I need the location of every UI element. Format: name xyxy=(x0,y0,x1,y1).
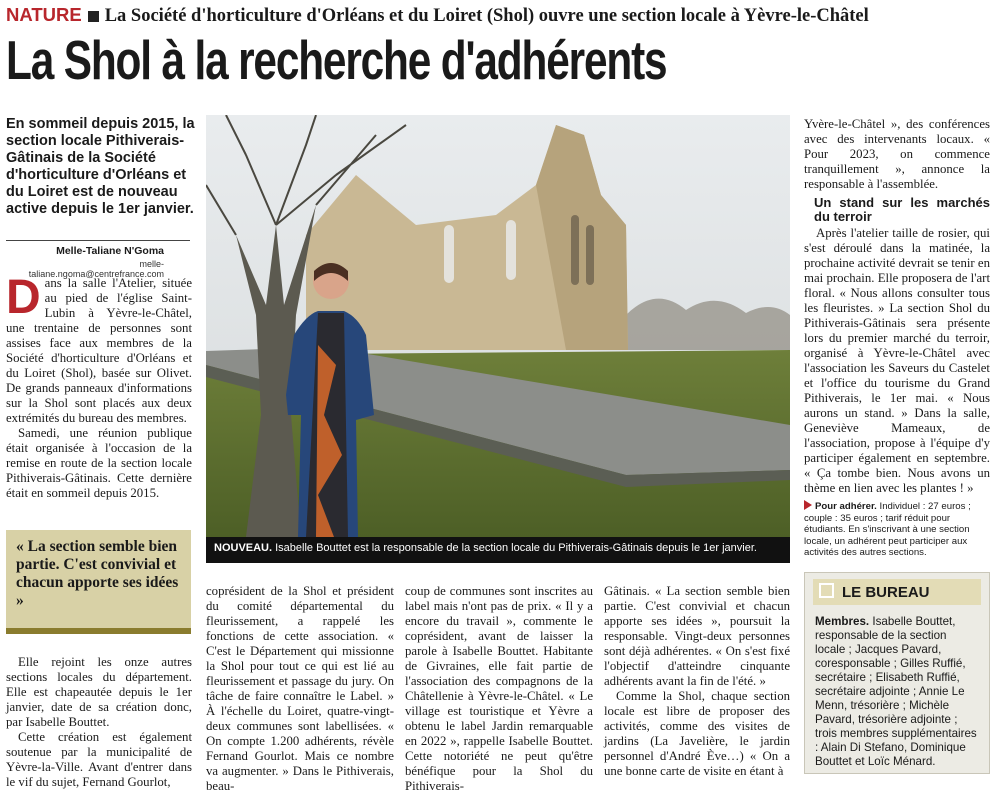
caption-label: NOUVEAU. xyxy=(214,542,273,554)
pull-quote: « La section semble bien partie. C'est convivial et chacun apporte ses idées » xyxy=(6,530,191,634)
byline-divider xyxy=(6,240,190,241)
caption-text: Isabelle Bouttet est la responsable de la section locale du Pithiverais-Gâtinais depuis le 1er janvier. xyxy=(275,542,757,554)
bureau-box xyxy=(804,572,990,774)
column-2 xyxy=(206,584,394,794)
arrow-icon xyxy=(804,500,812,510)
paragraph: Elle rejoint les onze autres sections locales du département. Elle est chapeautée depuis le 1er janvier, date de sa création donc, par Isabelle Bouttet. xyxy=(6,655,192,729)
author-name: Melle-Taliane N'Goma xyxy=(56,245,164,257)
members-list: Isabelle Bouttet, responsable de la section locale ; Jacques Pavard, coresponsable ; Gilles Ruffié, secrétaire ; Elisabeth Ruffié, secrétaire adjointe ; Annie Le Menn, trésorière ; Michèle Pavard, trésorière adjointe ; trois membres supplémentaires : Alain Di Stefano, Dominique Bouttet et Loïc Ménard. xyxy=(815,615,977,768)
square-outline-icon xyxy=(819,583,834,598)
paragraph: Gâtinais. « La section semble bien partie. C'est convivial et chacun apporte ses idées », poursuit la responsable. Vingt-deux personnes sont déjà adhérentes. « On s'est fixé l'objectif d'atteindre cinquante adhérents avant la fin de l'été. » xyxy=(604,584,790,688)
column-4 xyxy=(604,584,790,779)
chapo: En sommeil depuis 2015, la section locale Pithiverais-Gâtinais de la Société d'horticulture d'Orléans et du Loiret est de nouveau active depuis le 1er janvier. xyxy=(6,116,195,217)
paragraph: Après l'atelier taille de rosier, qui s'est déroulé dans la matinée, la prochaine activité devrait se tenir en mai prochain. Elle proposera de l'art floral. « Nous allons consulter tous les fleuristes. » La section Shol du Pithiverais-Gâtinais sera présente lors du premier marché du terroir, organisé à Yèvre-le-Châtel avec l'association les Saveurs du Castelet et l'office du tourisme du Grand Pithiverais, le 1er mai. « Nous aurons un stand. » Dans la salle, Geneviève Mameaux, de l'association, propose à l'équipe d'y participer également en septembre. « Ça tombe bien. Nous avons un thème en lien avec les plantes ! » xyxy=(804,226,990,495)
paragraph-intro: Dans la salle l'Atelier, située au pied de l'église Saint-Lubin à Yèvre-le-Châtel, une trentaine de personnes sont assises face aux membres de la Société d'horticulture d'Orléans et du Loiret (Shol), basée sur Olivet. De grands panneaux d'informations sur la Shol sont placés aux deux extrémités du bureau des membres. xyxy=(6,271,192,425)
author-email[interactable]: melle-taliane.ngoma@centrefrance.com xyxy=(28,259,164,279)
photo-caption xyxy=(206,537,790,563)
section-subhead: Un stand sur les marchés du terroir xyxy=(814,195,990,224)
paragraph: Yvère-le-Châtel », des conférences avec des intervenants locaux. « Pour 2023, on commence tranquillement », annonce la responsable à l'assemblée. xyxy=(804,117,990,191)
paragraph: Cette création est également soutenue par la municipalité de Yèvre-la-Ville. Avant d'entrer dans le vif du sujet, Fernand Gourlot, xyxy=(6,730,192,789)
rubric-label: NATURE xyxy=(6,4,82,25)
column-5 xyxy=(804,117,990,496)
drop-cap: D xyxy=(6,271,41,324)
kicker xyxy=(6,4,869,27)
headline: La Shol à la recherche d'adhérents xyxy=(6,29,667,91)
bureau-title: LE BUREAU xyxy=(813,579,981,605)
paragraph: coprésident de la Shol et président du comité départemental du fleurissement, a rappelé les fonctions de cette association. « C'est le Département qui missionne la Shol pour tout ce qui est lié au fleurissement et passage du jury. On tâche de faire connaître le Label. » À l'échelle du Loiret, quatre-vingt-deux communes sont labellisées. « On compte 1.200 adhérents, révèle Fernand Gourlot. Mais ce nombre va augmenter. » Dans le Pithiverais, beau- xyxy=(206,584,394,793)
bureau-members xyxy=(805,611,989,773)
column-1-top xyxy=(6,271,192,501)
membership-label: Pour adhérer. xyxy=(815,501,877,512)
kicker-text: La Société d'horticulture d'Orléans et du Loiret (Shol) ouvre une section locale à Yèvre-le-Châtel xyxy=(104,6,869,26)
membership-info xyxy=(804,500,990,559)
paragraph: Samedi, une réunion publique était organisée à l'occasion de la remise en route de la section locale Pithiverais-Gâtinais. Cette dernière était en sommeil depuis 2015. xyxy=(6,426,192,500)
paragraph: Comme la Shol, chaque section locale est libre de proposer des activités, comme des visites de jardins (La Javelière, le jardin personnel d'André Ève…) « On a une bonne carte de visite en étant à xyxy=(604,689,790,778)
paragraph: coup de communes sont inscrites au label mais n'ont pas de prix. « Il y a encore du travail », commente le coprésident, avant de laisser la parole à Isabelle Bouttet. Habitante de Givraines, elle fait partie de l'association des compagnons de la Châtellenie à Yèvre-le-Châtel. « Le village est touristique et Yèvre a obtenu le label Jardin remarquable en 2022 », rappelle Isabelle Bouttet. Cette notoriété ne peut qu'être bénéfique pour la Shol du Pithiverais- xyxy=(405,584,593,793)
square-bullet-icon xyxy=(88,11,99,22)
membership-text: Individuel : 27 euros ; couple : 35 euros ; tarif réduit pour étudiants. En s'inscrivant à une section locale, un adhérent peut participer aux activités des autres sections. xyxy=(804,501,971,558)
church-ruins-photo xyxy=(206,115,790,537)
members-label: Membres. xyxy=(815,615,870,628)
column-1-bottom xyxy=(6,655,192,790)
column-3 xyxy=(405,584,593,794)
